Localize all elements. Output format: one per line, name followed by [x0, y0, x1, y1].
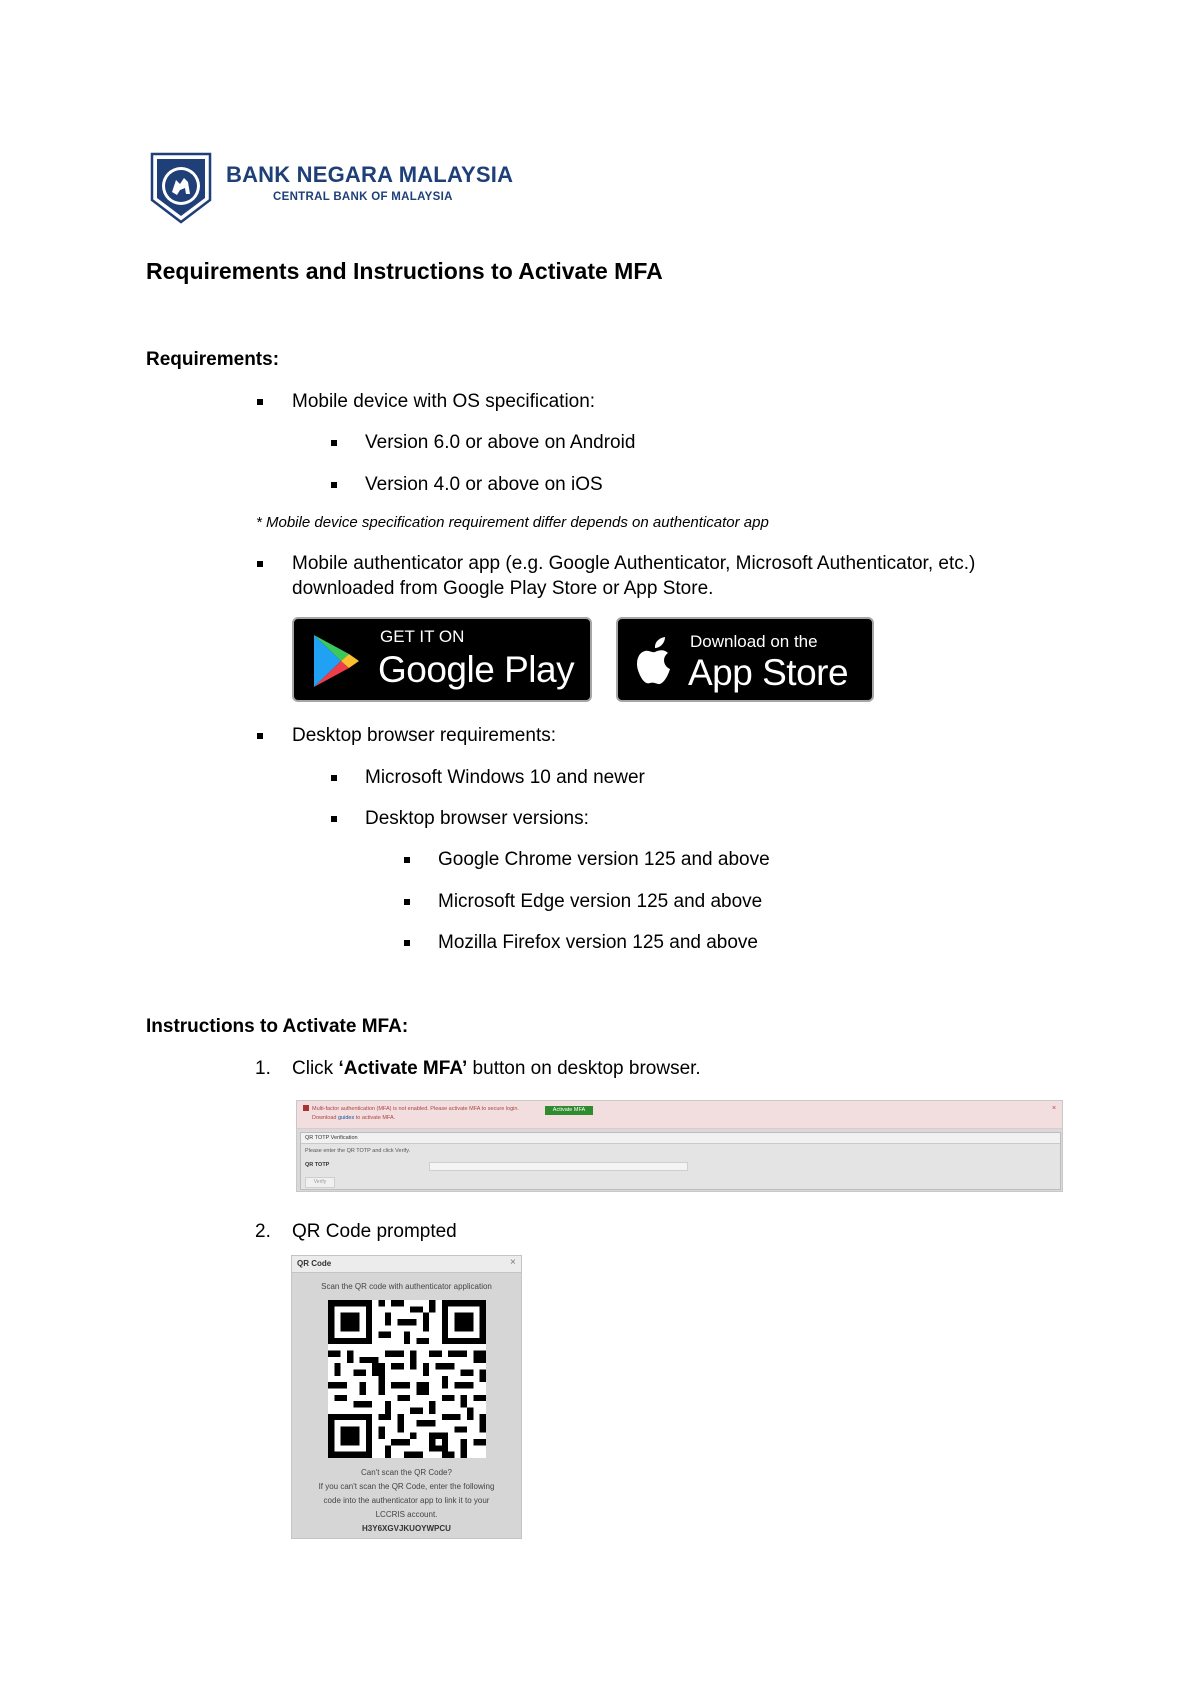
req-desktop: Desktop browser requirements: [292, 725, 556, 746]
step2-number: 2. [255, 1221, 271, 1242]
step1-pre: Click [292, 1058, 339, 1079]
qr-scan-text: Scan the QR code with authenticator application [321, 1282, 492, 1291]
bnm-shield-icon [150, 150, 212, 224]
qr-totp-panel [300, 1132, 1061, 1190]
step2-text: QR Code prompted [292, 1221, 457, 1242]
qr-secret-code: H3Y6XGVJKUOYWPCU [362, 1524, 451, 1533]
google-play-icon [311, 633, 361, 689]
alert-icon [303, 1105, 309, 1111]
bullet-icon [404, 857, 410, 863]
requirements-heading: Requirements: [146, 349, 280, 370]
verify-button[interactable]: Verify [305, 1177, 335, 1188]
logo-tagline: CENTRAL BANK OF MALAYSIA [273, 191, 453, 203]
app-store-big-text: App Store [688, 652, 849, 693]
qr-totp-label: QR TOTP [305, 1162, 330, 1168]
qr-help-line3: LCCRIS account. [375, 1510, 438, 1519]
panel-title: QR TOTP Verification [305, 1135, 358, 1141]
alert-line2 [312, 1115, 395, 1122]
alert-line2-pre: Download [312, 1115, 338, 1121]
qr-dialog-header [292, 1256, 521, 1273]
google-play-big-text: Google Play [378, 649, 575, 690]
guides-link[interactable]: guides [338, 1115, 355, 1121]
bullet-icon [404, 940, 410, 946]
qr-help-line2: code into the authenticator app to link it to your [323, 1496, 490, 1505]
mfa-alert-banner [297, 1101, 1062, 1129]
req-windows: Microsoft Windows 10 and newer [365, 767, 645, 788]
panel-header [301, 1133, 1060, 1144]
alert-close-icon[interactable]: × [1052, 1105, 1057, 1112]
google-play-small-text: GET IT ON [380, 627, 465, 646]
req-chrome: Google Chrome version 125 and above [438, 849, 770, 870]
bullet-icon [331, 482, 337, 488]
qr-totp-input[interactable] [429, 1162, 688, 1171]
qr-cant-scan: Can't scan the QR Code? [361, 1468, 452, 1477]
activate-mfa-button[interactable]: Activate MFA [545, 1106, 593, 1115]
req-auth-app-line2: downloaded from Google Play Store or App Store. [292, 578, 714, 599]
instructions-heading: Instructions to Activate MFA: [146, 1016, 409, 1037]
step1-number: 1. [255, 1058, 271, 1079]
qr-code-dialog-screenshot [291, 1255, 522, 1539]
bullet-icon [257, 561, 263, 567]
step1-text [292, 1057, 701, 1081]
bullet-icon [331, 775, 337, 781]
qr-code-icon [328, 1300, 486, 1458]
qr-dialog-close-icon[interactable]: × [510, 1257, 516, 1268]
page-title: Requirements and Instructions to Activate MFA [146, 258, 663, 284]
req-firefox: Mozilla Firefox version 125 and above [438, 932, 759, 953]
req-auth-app-line1: Mobile authenticator app (e.g. Google Authenticator, Microsoft Authenticator, etc.) [292, 553, 976, 574]
req-edge: Microsoft Edge version 125 and above [438, 891, 763, 912]
step1-bold: ‘Activate MFA’ [338, 1058, 468, 1079]
google-play-badge[interactable] [292, 617, 592, 702]
req-mobile-os: Mobile device with OS specification: [292, 391, 596, 412]
req-browser-versions: Desktop browser versions: [365, 808, 589, 829]
activate-mfa-screenshot [296, 1100, 1063, 1192]
qr-dialog-title: QR Code [297, 1259, 332, 1268]
app-store-small-text: Download on the [690, 632, 818, 651]
alert-line2-post: to activate MFA. [354, 1115, 396, 1121]
logo-bank-name: BANK NEGARA MALAYSIA [226, 162, 514, 187]
qr-help-line1: If you can't scan the QR Code, enter the following [318, 1482, 495, 1491]
bullet-icon [257, 399, 263, 405]
app-store-badge[interactable] [616, 617, 874, 702]
bullet-icon [331, 816, 337, 822]
alert-line1: Multi-factor authentication (MFA) is not enabled. Please activate MFA to secure login. [312, 1106, 519, 1112]
bullet-icon [257, 733, 263, 739]
req-ios: Version 4.0 or above on iOS [365, 474, 603, 495]
bullet-icon [404, 899, 410, 905]
req-android: Version 6.0 or above on Android [365, 432, 636, 453]
panel-instruction: Please enter the QR TOTP and click Verify. [305, 1148, 411, 1154]
step1-post: button on desktop browser. [467, 1058, 701, 1079]
req-note: * Mobile device specification requirement differ depends on authenticator app [256, 514, 769, 531]
bullet-icon [331, 440, 337, 446]
apple-icon [631, 633, 679, 689]
